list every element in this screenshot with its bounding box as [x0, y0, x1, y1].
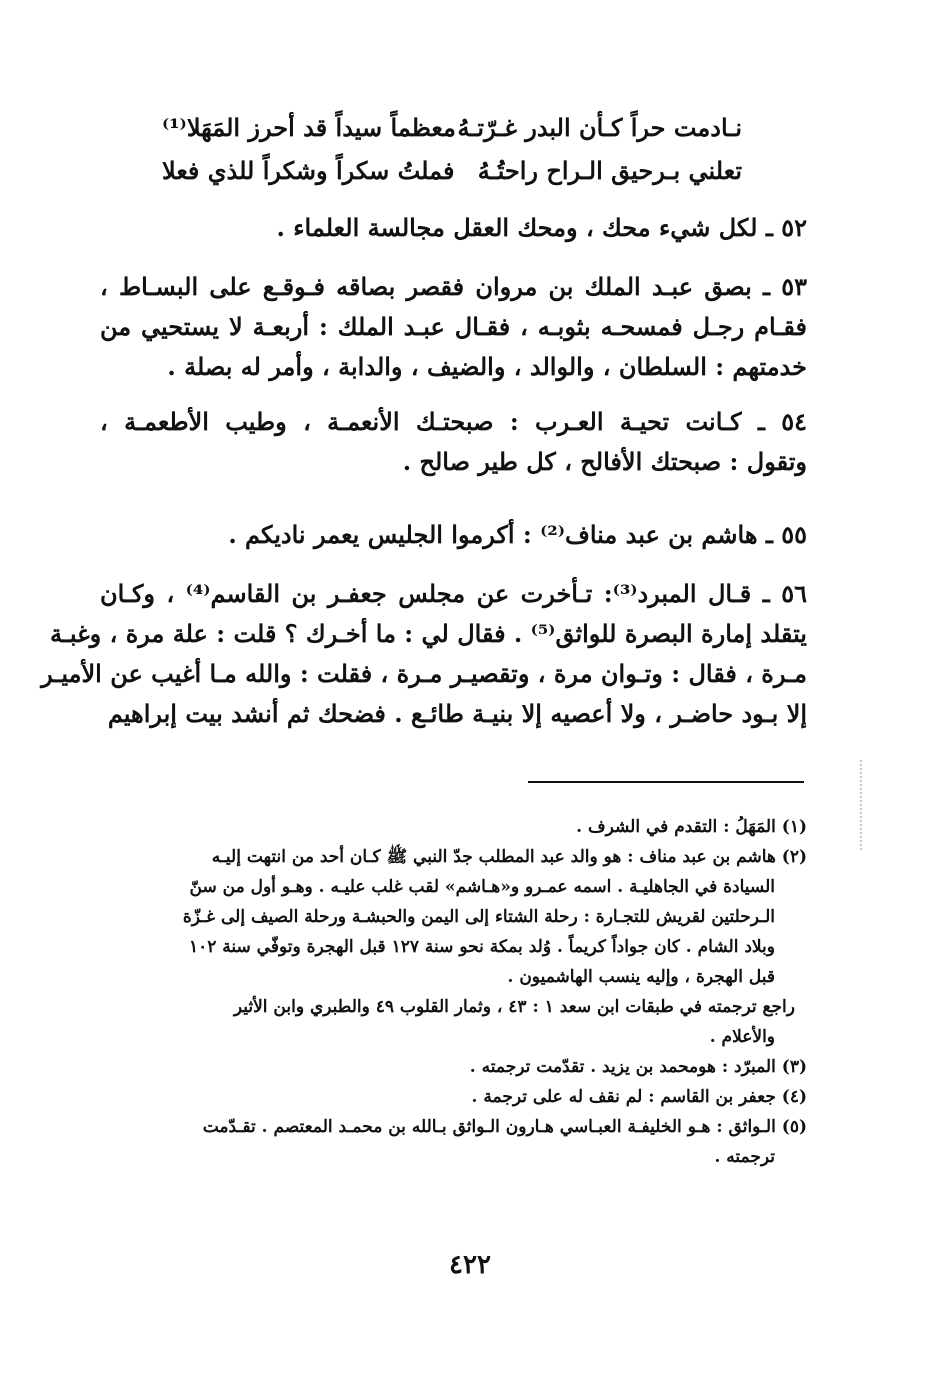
- paragraph-line: يتقلد إمارة البصرة للواثق⁽⁵⁾ . فقال لي : ما أخـرك ؟ قلت : علة مرة ، وغبـة: [49, 619, 807, 648]
- footnote: [104, 1112, 807, 1172]
- footnote-text: المبرّد : هومحمد بن يزيد . تقدّمت ترجمته .: [469, 1057, 776, 1077]
- footnote-number: (٢): [781, 847, 807, 867]
- footnote-text: هاشم بن عبد مناف : هو والد عبد المطلب جدّ النبي ﷺ كـان أحد من انتهت إليـه: [211, 847, 776, 867]
- footnote-reference-line: راجع ترجمته في طبقات ابن سعد ١ : ٤٣ ، وثمار القلوب ٤٩ والطبري وابن الأثير: [233, 997, 795, 1017]
- margin-dots: [860, 760, 864, 850]
- footnote-line: [104, 902, 807, 932]
- footnote-separator: [528, 781, 804, 783]
- footnote-line: [104, 1052, 807, 1082]
- footnote-text: جعفر بن القاسم : لم نقف له على ترجمة .: [471, 1087, 776, 1107]
- footnote-reference-line: والأعلام .: [709, 1027, 775, 1047]
- paragraph-line: ٥٦ ـ قـال المبرد⁽³⁾: تـأخرت عن مجلس جعفـر بن القاسم⁽⁴⁾ ، وكـان: [100, 579, 807, 608]
- footnote-text: السيادة في الجاهليـة . اسمه عمـرو و«هـاشم» لقب غلب عليـه . وهـو أول من سنّ: [189, 877, 775, 897]
- footnote-text: المَهَلُ : التقدم في الشرف .: [576, 817, 776, 837]
- paragraph-line: ٥٥ ـ هاشم بن عبد مناف⁽²⁾ : أكرموا الجليس يعمر ناديكم .: [228, 520, 807, 549]
- paragraph-line: فقـام رجـل فمسحـه بثوبـه ، فقـال عبـد الملك : أربعـة لا يستحيي من: [100, 312, 807, 341]
- footnote: [104, 1082, 807, 1112]
- paragraph-line: خدمتهم : السلطان ، والوالد ، والضيف ، والدابة ، وأمر له بصلة .: [167, 352, 807, 381]
- footnote-number: (١): [781, 817, 807, 837]
- verse-second-hemistich: فملتُ سكراً وشكراً للذي فعلا: [162, 156, 455, 185]
- footnotes: [104, 812, 807, 1172]
- paragraph: [100, 515, 807, 555]
- footnote-text: الـواثق : هـو الخليفـة العبـاسي هـارون الـواثق بـالله بن محمـد المعتصم . تقـدّمت: [202, 1117, 776, 1137]
- poem-verse: [162, 156, 742, 196]
- footnote-text: وبلاد الشام . كان جواداً كريماً . وُلد بمكة نحو سنة ١٢٧ قبل الهجرة وتوفّي سنة ١٠٢: [188, 937, 775, 957]
- footnote-line: [104, 872, 807, 902]
- paragraph-line: إلا بـود حاضـر ، ولا أعصيه إلا بنيـة طائـع . فضحك ثم أنشد بيت إبراهيم: [107, 699, 807, 728]
- paragraph-line: مـرة ، فقال : وتـوان مرة ، وتقصيـر مـرة ، فقلت : والله مـا أغيب عن الأميـر: [41, 659, 807, 688]
- footnote-line: [104, 1112, 807, 1142]
- paragraph-line: وتقول : صبحتك الأفالح ، كل طير صالح .: [402, 447, 807, 476]
- footnote-line: [104, 1142, 807, 1172]
- footnote-line: [104, 1082, 807, 1112]
- verse-first-hemistich: نـادمت حراً كـأن البدر غـرّتـهُ: [457, 113, 742, 142]
- page-number: ٤٢٢: [449, 1250, 491, 1280]
- paragraph: [100, 208, 807, 248]
- verse-first-hemistich: تعلني بـرحيق الـراح راحتُـهُ: [477, 156, 742, 185]
- verse-second-hemistich: معظماً سيداً قد أحرز المَهَلا⁽¹⁾: [162, 113, 456, 142]
- footnote: [104, 1052, 807, 1082]
- footnote-text: ترجمته .: [714, 1147, 775, 1167]
- poem-verse: [162, 113, 742, 153]
- paragraph-line: ٥٢ ـ لكل شيء محك ، ومحك العقل مجالسة العلماء .: [276, 213, 807, 242]
- footnote-line: [104, 962, 807, 992]
- footnote: [104, 842, 807, 1052]
- footnote-number: (٥): [781, 1117, 807, 1137]
- footnote-line: [104, 932, 807, 962]
- paragraph: [100, 267, 807, 387]
- paragraph-line: ٥٣ ـ بصق عبـد الملك بن مروان فقصر بصاقه فـوقـع على البسـاط ،: [100, 272, 807, 301]
- footnote-number: (٤): [781, 1087, 807, 1107]
- paragraph-line: ٥٤ ـ كـانت تحيـة العـرب : صبحتـك الأنعمـة ، وطيب الأطعمـة ،: [100, 407, 807, 436]
- paragraph: [100, 402, 807, 482]
- footnote-text: الـرحلتين لقريش للتجـارة : رحلة الشتاء إلى اليمن والحبشـة ورحلة الصيف إلى غـزّة: [182, 907, 775, 927]
- footnote-line: [104, 842, 807, 872]
- footnote-number: (٣): [781, 1057, 807, 1077]
- paragraph: [41, 574, 807, 734]
- footnote-line: [104, 812, 807, 842]
- footnote: [104, 812, 807, 842]
- footnote-text: قبل الهجرة ، وإليه ينسب الهاشميون .: [507, 967, 775, 987]
